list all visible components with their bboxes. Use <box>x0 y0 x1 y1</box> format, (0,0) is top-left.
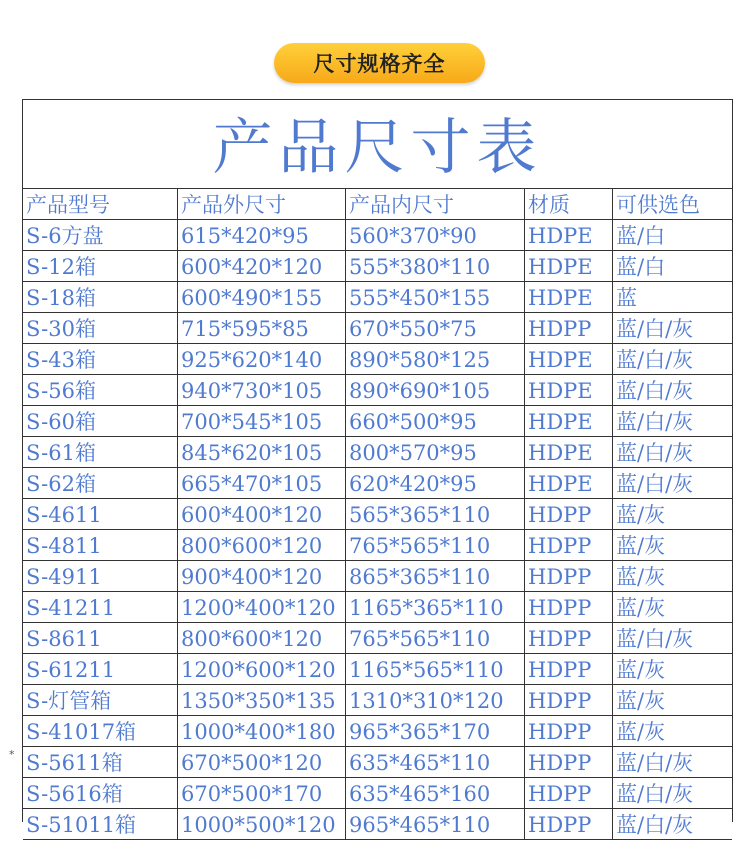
cell-model: S-62箱 <box>23 468 178 498</box>
cell-material: HDPE <box>525 282 613 312</box>
cell-model: S-60箱 <box>23 406 178 436</box>
cell-material: HDPE <box>525 375 613 405</box>
cell-outer-size: 600*400*120 <box>178 499 346 529</box>
cell-material: HDPP <box>525 623 613 653</box>
table-row <box>23 592 732 623</box>
size-table <box>22 99 733 837</box>
cell-inner-size: 890*690*105 <box>346 375 525 405</box>
cell-outer-size: 615*420*95 <box>178 220 346 250</box>
cell-outer-size: 1000*400*180 <box>178 716 346 746</box>
cell-inner-size: 660*500*95 <box>346 406 525 436</box>
cell-model: S-41211 <box>23 592 178 622</box>
table-row <box>23 251 732 282</box>
header-material: 材质 <box>525 189 613 219</box>
cell-colors: 蓝 <box>616 286 637 310</box>
cell-model: S-4611 <box>23 499 178 529</box>
cell-outer-size: 1200*600*120 <box>178 654 346 684</box>
cell-inner-size: 1310*310*120 <box>346 685 525 715</box>
cell-colors: 蓝/白/灰 <box>616 348 694 372</box>
cell-colors: 蓝/白/灰 <box>616 379 694 403</box>
table-row <box>23 530 732 561</box>
cell-inner-size: 965*465*110 <box>346 809 525 839</box>
cell-colors: 蓝/白/灰 <box>616 472 694 496</box>
cell-colors: 蓝/灰 <box>616 565 666 589</box>
cell-material: HDPP <box>525 716 613 746</box>
cell-material: HDPE <box>525 468 613 498</box>
table-row <box>23 375 732 406</box>
cell-material: HDPP <box>525 747 613 777</box>
cell-inner-size: 965*365*170 <box>346 716 525 746</box>
cell-model: S-12箱 <box>23 251 178 281</box>
cell-colors: 蓝/白 <box>616 255 666 279</box>
cell-model: S-4911 <box>23 561 178 591</box>
cell-colors: 蓝/灰 <box>616 596 666 620</box>
table-row <box>23 282 732 313</box>
cell-outer-size: 1000*500*120 <box>178 809 346 839</box>
cell-model: S-30箱 <box>23 313 178 343</box>
cell-outer-size: 1350*350*135 <box>178 685 346 715</box>
cell-material: HDPE <box>525 344 613 374</box>
banner-pill <box>274 43 485 83</box>
cell-model: S-5616箱 <box>23 778 178 808</box>
cell-outer-size: 715*595*85 <box>178 313 346 343</box>
cell-model: S-灯管箱 <box>23 685 178 715</box>
cell-material: HDPP <box>525 561 613 591</box>
cell-inner-size: 635*465*160 <box>346 778 525 808</box>
cell-outer-size: 940*730*105 <box>178 375 346 405</box>
cell-inner-size: 865*365*110 <box>346 561 525 591</box>
cell-inner-size: 560*370*90 <box>346 220 525 250</box>
cell-outer-size: 665*470*105 <box>178 468 346 498</box>
table-row <box>23 499 732 530</box>
header-model: 产品型号 <box>23 189 178 219</box>
cell-material: HDPP <box>525 499 613 529</box>
cell-outer-size: 800*600*120 <box>178 623 346 653</box>
cell-inner-size: 565*365*110 <box>346 499 525 529</box>
cell-colors: 蓝/白/灰 <box>616 751 694 775</box>
table-row <box>23 313 732 344</box>
cell-colors: 蓝/白/灰 <box>616 627 694 651</box>
cell-outer-size: 845*620*105 <box>178 437 346 467</box>
cell-outer-size: 670*500*170 <box>178 778 346 808</box>
table-row <box>23 778 732 809</box>
table-row <box>23 344 732 375</box>
cell-material: HDPP <box>525 654 613 684</box>
cell-model: S-5611箱 <box>23 747 178 777</box>
cell-model: S-4811 <box>23 530 178 560</box>
cell-material: HDPE <box>525 251 613 281</box>
cell-colors: 蓝/白/灰 <box>616 410 694 434</box>
cell-material: HDPE <box>525 220 613 250</box>
table-header-row <box>23 189 732 220</box>
cell-outer-size: 1200*400*120 <box>178 592 346 622</box>
cell-colors: 蓝/灰 <box>616 534 666 558</box>
cell-inner-size: 890*580*125 <box>346 344 525 374</box>
cell-outer-size: 600*490*155 <box>178 282 346 312</box>
banner-label: 尺寸规格齐全 <box>313 52 446 76</box>
cell-model: S-6方盘 <box>23 220 178 250</box>
cell-colors: 蓝/白/灰 <box>616 317 694 341</box>
cell-colors: 蓝/灰 <box>616 503 666 527</box>
cell-inner-size: 555*450*155 <box>346 282 525 312</box>
table-row <box>23 437 732 468</box>
cell-colors: 蓝/灰 <box>616 720 666 744</box>
cell-material: HDPP <box>525 778 613 808</box>
cell-inner-size: 765*565*110 <box>346 530 525 560</box>
cell-outer-size: 900*400*120 <box>178 561 346 591</box>
cell-colors: 蓝/白/灰 <box>616 813 694 837</box>
cell-inner-size: 620*420*95 <box>346 468 525 498</box>
cell-material: HDPP <box>525 313 613 343</box>
cell-material: HDPP <box>525 592 613 622</box>
cell-colors: 蓝/白 <box>616 224 666 248</box>
cell-material: HDPP <box>525 685 613 715</box>
cell-model: S-61211 <box>23 654 178 684</box>
cell-material: HDPP <box>525 809 613 839</box>
cell-model: S-18箱 <box>23 282 178 312</box>
table-row <box>23 561 732 592</box>
cell-outer-size: 925*620*140 <box>178 344 346 374</box>
cell-colors: 蓝/灰 <box>616 689 666 713</box>
cell-inner-size: 800*570*95 <box>346 437 525 467</box>
table-title: 产品尺寸表 <box>23 100 732 189</box>
cell-outer-size: 670*500*120 <box>178 747 346 777</box>
cell-inner-size: 765*565*110 <box>346 623 525 653</box>
cell-model: S-43箱 <box>23 344 178 374</box>
cell-material: HDPP <box>525 530 613 560</box>
table-body <box>23 220 732 840</box>
header-inner-size: 产品内尺寸 <box>346 189 525 219</box>
header-outer-size: 产品外尺寸 <box>178 189 346 219</box>
cell-model: S-8611 <box>23 623 178 653</box>
cell-inner-size: 635*465*110 <box>346 747 525 777</box>
table-row <box>23 747 732 778</box>
cell-inner-size: 1165*565*110 <box>346 654 525 684</box>
header-colors: 可供选色 <box>616 193 700 217</box>
cell-model: S-41017箱 <box>23 716 178 746</box>
cell-outer-size: 700*545*105 <box>178 406 346 436</box>
table-row <box>23 654 732 685</box>
cell-inner-size: 555*380*110 <box>346 251 525 281</box>
cell-model: S-61箱 <box>23 437 178 467</box>
table-row <box>23 468 732 499</box>
cell-model: S-51011箱 <box>23 809 178 839</box>
cell-outer-size: 800*600*120 <box>178 530 346 560</box>
table-row <box>23 623 732 654</box>
table-row <box>23 220 732 251</box>
cell-colors: 蓝/灰 <box>616 658 666 682</box>
cell-colors: 蓝/白/灰 <box>616 441 694 465</box>
cell-material: HDPE <box>525 406 613 436</box>
cell-outer-size: 600*420*120 <box>178 251 346 281</box>
table-row <box>23 716 732 747</box>
table-row <box>23 809 732 840</box>
cell-material: HDPE <box>525 437 613 467</box>
cell-inner-size: 1165*365*110 <box>346 592 525 622</box>
cell-inner-size: 670*550*75 <box>346 313 525 343</box>
cell-colors: 蓝/白/灰 <box>616 782 694 806</box>
side-mark: * <box>9 748 15 761</box>
table-row <box>23 685 732 716</box>
cell-model: S-56箱 <box>23 375 178 405</box>
table-row <box>23 406 732 437</box>
